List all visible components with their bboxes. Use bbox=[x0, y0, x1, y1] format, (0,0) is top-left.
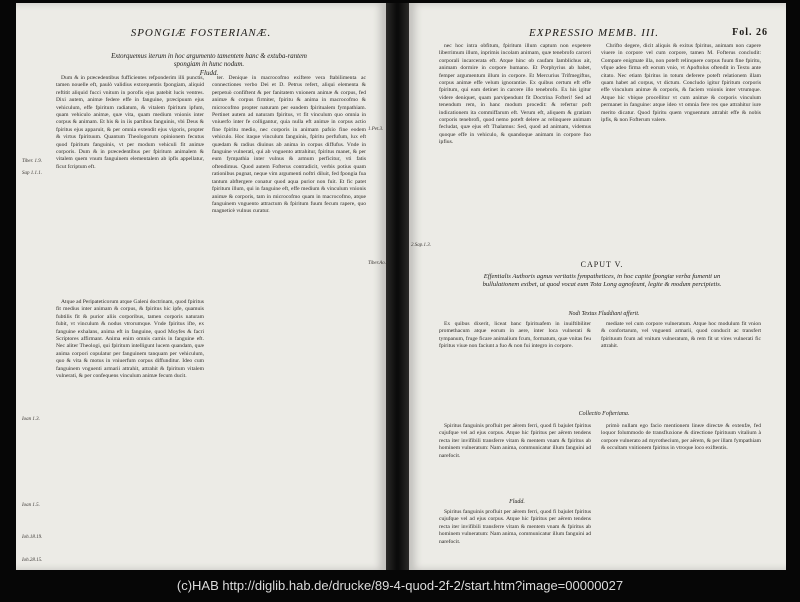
right-column-5-text: Spiritus fanguinis profluit per aërem ferri, quod fi bajulet fpiritus cujufque vel ad ejus corpus. Atque hic fpiritus per aërem tendens recta iter invifibili transferre vitam & mentem vnam & fpiritus ab hominem vulneratum: Nam anima, communicatur illum fanguini ad narefocit. bbox=[439, 423, 591, 459]
right-column-5b-text: Spiritus fanguinis profluit per aërem ferri, quod fi bajulet fpiritus cujufque vel ad ejus corpus. Atque hic fpiritus per aërem tendens recta iter invifibili transferre vitam & mentem vnam & fpiritus ab hominem vulneratum: Nam anima, communicatur illum fanguini ad narefocit. bbox=[439, 509, 591, 545]
left-running-header bbox=[16, 27, 386, 39]
right-header-title: EXPRESSIO MEMB. III. bbox=[529, 27, 659, 39]
margin-note: Ioan 1.5. bbox=[22, 503, 40, 508]
left-header-title: SPONGIÆ FOSTERIANÆ. bbox=[130, 27, 272, 39]
right-column-2 bbox=[601, 43, 761, 249]
right-column-3 bbox=[439, 321, 591, 405]
left-column-1b bbox=[56, 299, 204, 561]
left-column-1-text: Dum & in præcedentibus fufficientes refponderim illi punctis, tamen nouelle eft, paulò validius extorquentis fpongiam, aliquid reftitit aliquid fucci vnitum in porofis ejus patebit lucis ventres. Dixi autem, animæ federe effe in fanguine, præcipuum ejus vehiculum, effe fpiritum radiatum, & vitalem fpiritum ipfum, quam vehiculo animæ, quæ vita, quam medium vnionis inter corpus & animam. Et his & in iis partibus fanguinis, vbi Deus & fpiritus ejus apparuit, & per omnia extendit ejus vigoris, propter & virtus fpirituum. Quantum Theologorum opinionem fecutus quod fpiritum fanguinis, vt per modum vehiculi fit animæ corporis. Dum & in præcedentibus per fpiritum animalem & vitalem quem vnum fanguinem elementalem ab ipfis appellatur, ficut fcriptum eft. bbox=[56, 75, 204, 170]
left-rubric bbox=[100, 53, 318, 77]
chapter-title: CAPUT V. bbox=[580, 260, 624, 269]
section-heading: Collectio Fofteriana. bbox=[578, 411, 630, 417]
right-page bbox=[409, 3, 786, 570]
left-rubric-subtitle: Fludd. bbox=[199, 69, 219, 77]
margin-note: Tiber.Ao. bbox=[368, 261, 386, 266]
right-column-6 bbox=[601, 423, 761, 565]
right-column-2-text: Chrifto degere, dicit aliquis & exitus fpiritus, animam non capere viuere in corpore vel cum corpore, tamen M. Fofterus concludit: Compare enigmate illa, non poteft relinquere corpus fuum fine fpiritu, vfque adeo firma eft eorum vnio, vt Apoftolus oftendit in Textu ante citato. Nec etiam fpiritus in totum deferere poteft relationem illam quam habet ad corpus, vt dictum. Concludo igitur fpiritum corporis effe vinculum animæ & corporis, & faciem vnionis inter vtrumque. Atque hic vbique procellitur vt cum animæ & corporis vinculum permanet in fanguine: atque ideo vt omnia fere res que attrahitur iure merito dicatur. Quod fpiritu quem vnguentum attrahit effe & nobis ipfis, & non Fofterum valere. bbox=[601, 43, 761, 124]
right-column-1-text: nec hoc intra obfitum, fpiritum illum captum non expetere liberrimum illum, inprimis incolam animam, quæ tenebrofo carceri corporali incarcerata eft. Atque hinc ob caufam Iamblichus ait, animam dormire in corpore humano. Et Porphyrius ab habet, femper argumentum illum in corpore. Et Mercurius Trifmegiftus, corpus animæ effe velum ignorantiæ. Ex quibus certum eft effe fpiritum, qui eam detinet in carcere illo tenebrofo. Ex his igitur videre deniquet, quam parvipendunt fit Doctrina Fofteri! Sed ad tenendum rem, in hanc modum procedit: & refertur poft indicationem ita commiffarum eft. Verum eft, aliquem & gratiam corporis tenebrofi, quod nemo poteft delere ac relinquere animam fecludat, quæ ejus eft Thalamus: Sed, quod ad animam, videmus quoque effe in vehiculo, & quandoque animam in corpore fuo ipfius. bbox=[439, 43, 591, 146]
right-column-4-text: mediate vel cum corpore vulneratum. Atque hoc modulum fit vnion & confortarum, vel vnguenti armarii, quod conducit ac transfert fpirituum fcum ad vnitum vulneratum, & rem fit ut vires vulnerati fic attrahit. bbox=[601, 321, 761, 350]
left-column-2 bbox=[212, 75, 366, 561]
left-column-1b-text: Atque ad Peripateticorum atque Galeni doctrinam, quod fpiritus fit medius inter animam & corpus, & fpiritus hic ipfe, quamuis fubtilis fit & purior aliis corporibus, tamen corporis naturam fubit, vt vinculum & nodus vtrorumque. Vnde fpiritus ifte, ex fanguine exhalans, anima eft in fanguine, quod Moyfes & facri Scriptores affirmant. Anima enim omnis carnis in fanguine eft. Nec aliter Theologi, qui fpiritum intelligunt lucem quandam, quæ anima corpori copulatur per fanguinem tanquam per vehiculum, quo & vita & motus in vniuerfum corpus diffunditur. Ideo cum fanguinem vnguenti armarii attrahit, attrahit & fpiritum vitalem vulnerati, & per confequens vinculum animæ fecum ducit. bbox=[56, 299, 204, 380]
margin-note: 2.Sap.1.3. bbox=[411, 243, 431, 248]
right-column-5b bbox=[439, 509, 591, 565]
section-heading: Nodi Textus Fluddiani afferit. bbox=[568, 311, 640, 317]
left-column-1 bbox=[56, 75, 204, 297]
right-column-5 bbox=[439, 423, 591, 495]
source-url-footer: (c)HAB http://diglib.hab.de/drucke/89-4-quod-2f-2/start.htm?image=00000027 bbox=[176, 578, 624, 593]
right-column-3-text: Ex quibus dixerit, liceat banc fpirituafem in inuiftibiliter promethacum atque eorum in aere, inter loca vulnerati & tympanum, fruge ficare animalium fcum, formatum, quæ vnitas feu fpiritus viuæ non faciunt a fuo & non fui integro in corpore. bbox=[439, 321, 591, 350]
margin-note: Tiber. 1.9. bbox=[22, 159, 43, 164]
right-column-1 bbox=[439, 43, 591, 249]
section-heading: Fludd. bbox=[509, 499, 525, 505]
left-column-2-text: ter. Denique in macrocofmo exiftere vera ftabilimenta ac connectiones verbo Dei et D. Petrus refert, aliqui elementa & perpetuò confiftent & per fanitatem vnionem animæ & corpus, fed animæ & corpus firmiter, fpiritu & anima in macrocofmo & microcofmo propter naturam per eandem fpiritualem fympathiam. Pertinet autem ad naturam fpiritus, vt fit vinculum quo omnia in vniuerfo inter fe colligantur, quia nulla eft animæ in corpus actio fine fpiritu medio, nec corporis in animam pafsio fine eodem vehiculo. Hoc itaque vinculum fanguinis, fpiritu perfufum, lux eft quædam & radius diuinus ab anima in corpus diffufus. Vnde in fanguine vulnerati, qui ab vnguento attrahitur, fpiritus manet, & per eum fympathia inter vulnus & armum perficitur, vti fatis oftendimus. Quod autem Fofterus contradicit, verbis potius quam rationibus pugnat, neque vim argumenti noftri diluit, fed fpongia fua tantum abftergere conatur quod aqua purior non fuit. Et fic patet fpiritum illum, qui in fanguine eft, effe medium & vinculum vnionis animæ & corporis, tam in microcofmo quam in macrocofmo, atque fanguinem vnguento attractum & fpiritum fuum fecum rapere, quo magneticè vulnus curatur. bbox=[212, 75, 366, 215]
chapter-summary: Effentialis Authoris agnus veritatis fympathetices, in hoc capite fpongiæ verba fumenti un bullulationem exibet, ut quod vocat eum Tota Long agnofeunt, legite & modum percipietis. bbox=[482, 273, 722, 288]
right-column-6-text: primò nullam ego facio mentionem lineæ directæ & extenfæ, fed loquor folummodo de transfluxione & directione fpirituum vitalium à corpore vulnerato ad myrothecium, per aërem, & per illam fympathiam & occultam vnitionem fpiritus in vtroque loco exiftentis. bbox=[601, 423, 761, 452]
margin-note: 1.Pet.3. bbox=[368, 127, 384, 132]
margin-note: Ioh.18.19. bbox=[22, 535, 43, 540]
margin-note: Ioan 1.3. bbox=[22, 417, 40, 422]
right-column-4 bbox=[601, 321, 761, 405]
book-gutter bbox=[386, 3, 409, 570]
left-rubric-text: Extorquemus iterum in hoc argumento tamentem hanc & extuba-rantem spongiam in hunc nodum. bbox=[111, 53, 307, 68]
margin-note: Sap 1.1.1. bbox=[22, 171, 42, 176]
left-page bbox=[16, 3, 386, 570]
folio-number: Fol. 26 bbox=[732, 27, 768, 38]
margin-note: Ioh.28.15. bbox=[22, 558, 43, 563]
